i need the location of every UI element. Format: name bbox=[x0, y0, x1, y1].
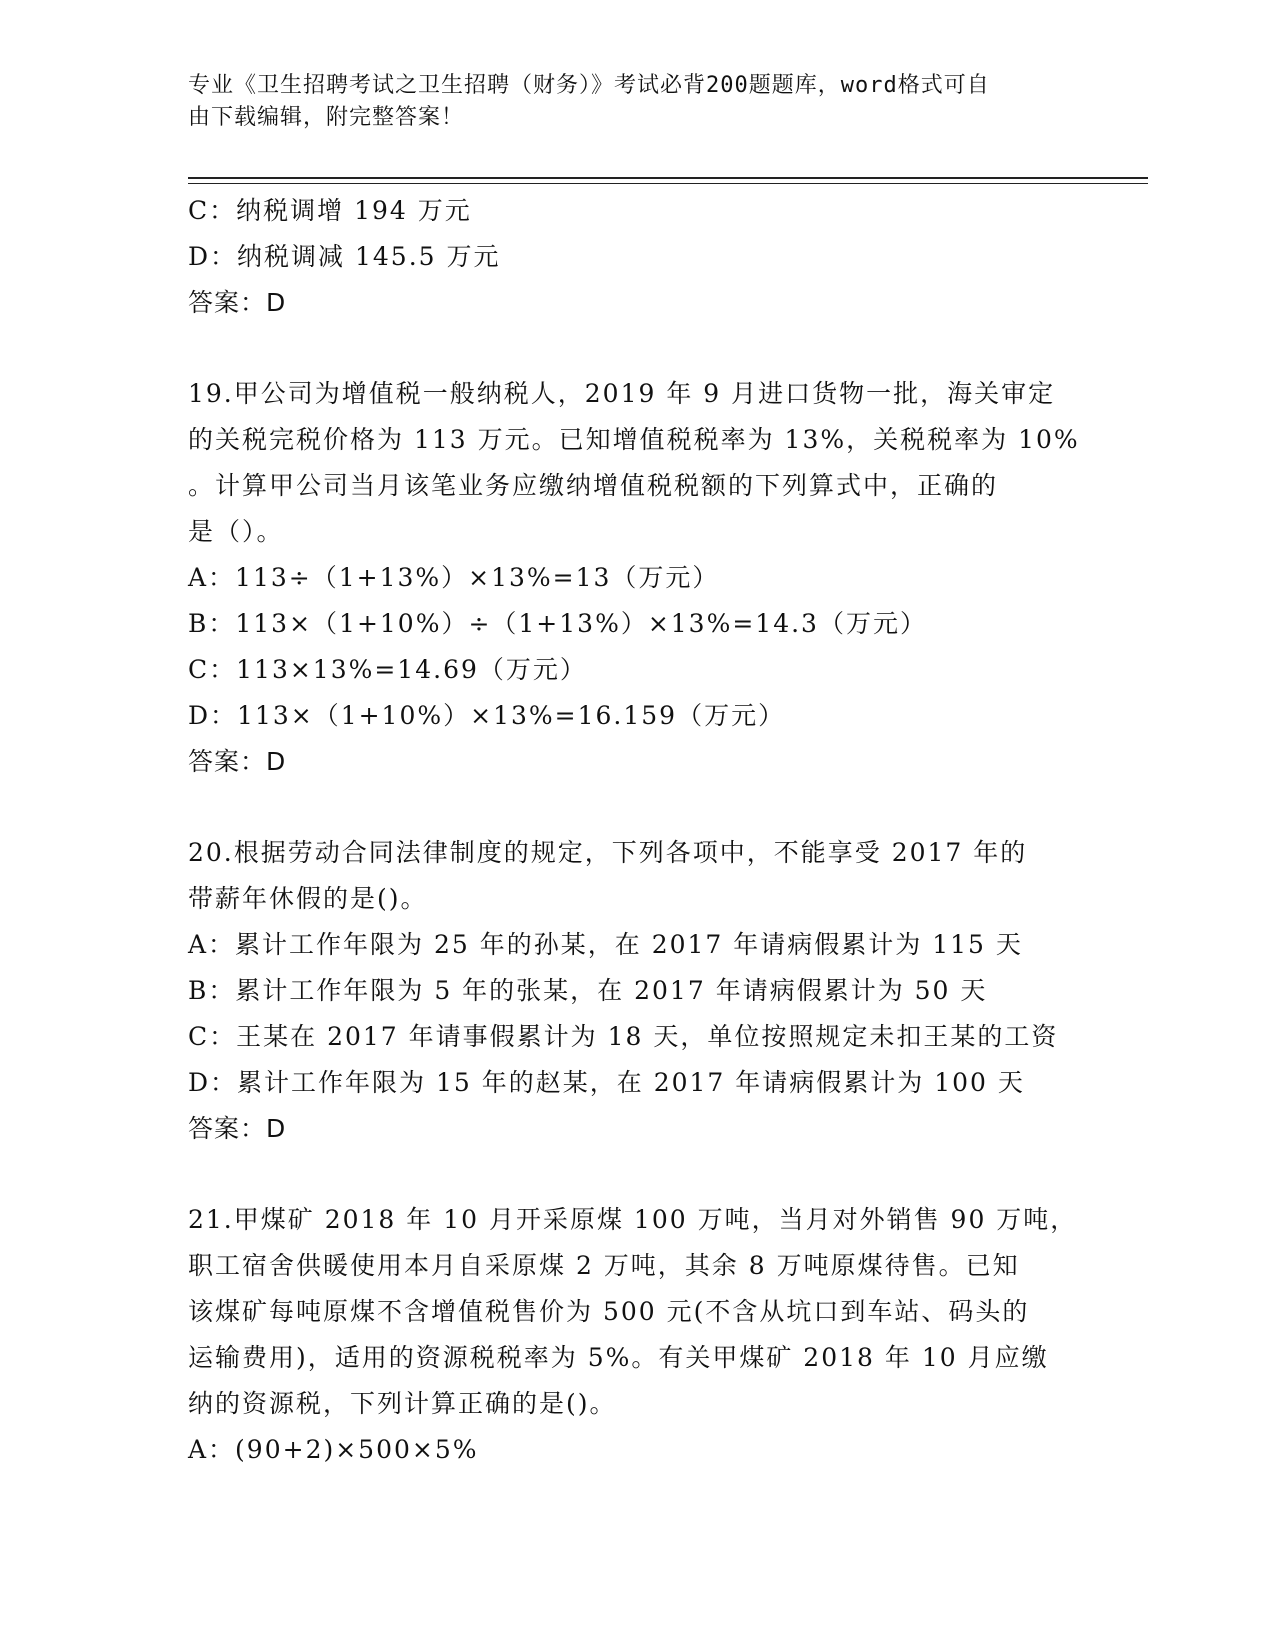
question-19 bbox=[188, 371, 1088, 785]
option-a: A：113÷（1+13%）×13%=13（万元） bbox=[188, 563, 720, 592]
question-stem: 纳的资源税，下列计算正确的是()。 bbox=[188, 1389, 617, 1418]
option-d: D：113×（1+10%）×13%=16.159（万元） bbox=[188, 701, 786, 730]
header-line: 由下载编辑，附完整答案！ bbox=[188, 105, 465, 130]
spacer bbox=[188, 1152, 1088, 1197]
document-header bbox=[188, 70, 1068, 134]
document-body bbox=[188, 188, 1088, 1473]
option-b: B：累计工作年限为 5 年的张某，在 2017 年请病假累计为 50 天 bbox=[188, 976, 988, 1005]
option-a: A：(90+2)×500×5% bbox=[188, 1435, 479, 1464]
question-stem: 职工宿舍供暖使用本月自采原煤 2 万吨，其余 8 万吨原煤待售。已知 bbox=[188, 1251, 1020, 1280]
question-stem: 的关税完税价格为 113 万元。已知增值税税率为 13%，关税税率为 10% bbox=[188, 425, 1080, 454]
question-20 bbox=[188, 830, 1088, 1152]
question-stem: 20.根据劳动合同法律制度的规定，下列各项中，不能享受 2017 年的 bbox=[188, 838, 1028, 867]
spacer bbox=[188, 785, 1088, 830]
question-stem: 。计算甲公司当月该笔业务应缴纳增值税税额的下列算式中，正确的 bbox=[188, 471, 999, 500]
header-divider-thin bbox=[188, 183, 1148, 184]
option-a: A：累计工作年限为 25 年的孙某，在 2017 年请病假累计为 115 天 bbox=[188, 930, 1023, 959]
question-21 bbox=[188, 1197, 1088, 1473]
header-line: 专业《卫生招聘考试之卫生招聘（财务）》考试必背200题题库，word格式可自 bbox=[188, 73, 990, 98]
option-c: C：113×13%=14.69（万元） bbox=[188, 655, 587, 684]
question-stem: 19.甲公司为增值税一般纳税人，2019 年 9 月进口货物一批，海关审定 bbox=[188, 379, 1056, 408]
header-divider bbox=[188, 177, 1148, 179]
option-d: D：累计工作年限为 15 年的赵某，在 2017 年请病假累计为 100 天 bbox=[188, 1068, 1025, 1097]
question-18-tail bbox=[188, 188, 1088, 326]
answer: 答案：D bbox=[188, 747, 287, 776]
option-d: D：纳税调减 145.5 万元 bbox=[188, 242, 501, 271]
question-stem: 21.甲煤矿 2018 年 10 月开采原煤 100 万吨，当月对外销售 90 万吨， bbox=[188, 1205, 1078, 1234]
spacer bbox=[188, 326, 1088, 371]
question-stem: 是（）。 bbox=[188, 517, 284, 546]
option-b: B：113×（1+10%）÷（1+13%）×13%=14.3（万元） bbox=[188, 609, 927, 638]
question-stem: 该煤矿每吨原煤不含增值税售价为 500 元(不含从坑口到车站、码头的 bbox=[188, 1297, 1030, 1326]
option-c: C：王某在 2017 年请事假累计为 18 天，单位按照规定未扣王某的工资 bbox=[188, 1022, 1059, 1051]
option-c: C：纳税调增 194 万元 bbox=[188, 196, 472, 225]
question-stem: 运输费用)，适用的资源税税率为 5%。有关甲煤矿 2018 年 10 月应缴 bbox=[188, 1343, 1049, 1372]
answer: 答案：D bbox=[188, 288, 287, 317]
answer: 答案：D bbox=[188, 1114, 287, 1143]
question-stem: 带薪年休假的是()。 bbox=[188, 884, 428, 913]
